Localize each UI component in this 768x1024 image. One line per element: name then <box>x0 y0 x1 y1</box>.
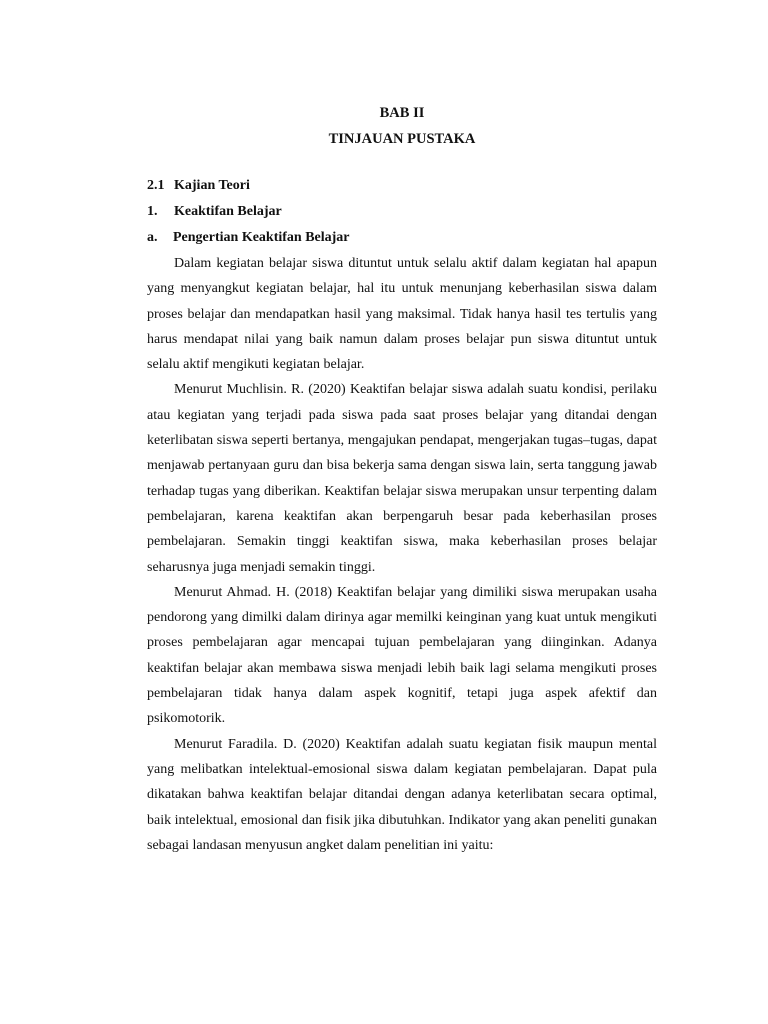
subsubsection-heading <box>147 225 657 251</box>
section-number: 2.1 <box>147 178 165 193</box>
subsection-number: 1. <box>147 204 158 219</box>
body-paragraph: Menurut Muchlisin. R. (2020) Keaktifan belajar siswa adalah suatu kondisi, perilaku atau kegiatan yang terjadi pada siswa pada saat proses belajar yang ditandai dengan keterlibatan siswa seperti bertanya, mengajukan pendapat, mengerjakan tugas–tugas, dapat menjawab pertanyaan guru dan bisa bekerja sama dengan siswa lain, serta tanggung jawab terhadap tugas yang diberikan. Keaktifan belajar siswa merupakan unsur terpenting dalam pembelajaran, karena keaktifan akan berpengaruh besar pada keberhasilan proses pembelajaran. Semakin tinggi keaktifan siswa, maka keberhasilan proses belajar seharusnya juga menjadi semakin tinggi. <box>147 382 657 575</box>
body-paragraph: Dalam kegiatan belajar siswa dituntut untuk selalu aktif dalam kegiatan hal apapun yang menyangkut kegiatan belajar, hal itu untuk menunjang keberhasilan siswa dalam proses belajar dan mendapatkan hasil yang maksimal. Tidak hanya hasil tes tertulis yang harus mendapat nilai yang baik namun dalam proses belajar pun siswa dituntut untuk selalu aktif mengikuti kegiatan belajar. <box>147 256 657 373</box>
subsection-title: Keaktifan Belajar <box>174 204 282 219</box>
chapter-number: BAB II <box>379 105 425 121</box>
section-title: Kajian Teori <box>174 178 250 193</box>
body-paragraph: Menurut Faradila. D. (2020) Keaktifan adalah suatu kegiatan fisik maupun mental yang melibatkan intelektual-emosional siswa dalam kegiatan pembelajaran. Dapat pula dikatakan bahwa keaktifan belajar ditandai dengan adanya keterlibatan secara optimal, baik intelektual, emosional dan fisik jika dibutuhkan. Indikator yang akan peneliti gunakan sebagai landasan menyusun angket dalam penelitian ini yaitu: <box>147 736 657 853</box>
subsubsection-letter: a. <box>147 230 158 245</box>
chapter-title: TINJAUAN PUSTAKA <box>328 131 476 147</box>
section-heading <box>147 173 657 199</box>
document-page <box>147 100 657 858</box>
body-paragraph: Menurut Ahmad. H. (2018) Keaktifan belajar yang dimiliki siswa merupakan usaha pendorong yang dimilki dalam dirinya agar memilki keinginan yang kuat untuk mengikuti proses pembelajaran agar mencapai tujuan pembelajaran yang diinginkan. Adanya keaktifan belajar akan membawa siswa menjadi lebih baik lagi selama mengikuti proses pembelajaran tidak hanya dalam aspek kognitif, tetapi juga aspek afektif dan psikomotorik. <box>147 584 657 727</box>
subsubsection-title: Pengertian Keaktifan Belajar <box>173 230 350 245</box>
subsection-heading <box>147 199 657 225</box>
